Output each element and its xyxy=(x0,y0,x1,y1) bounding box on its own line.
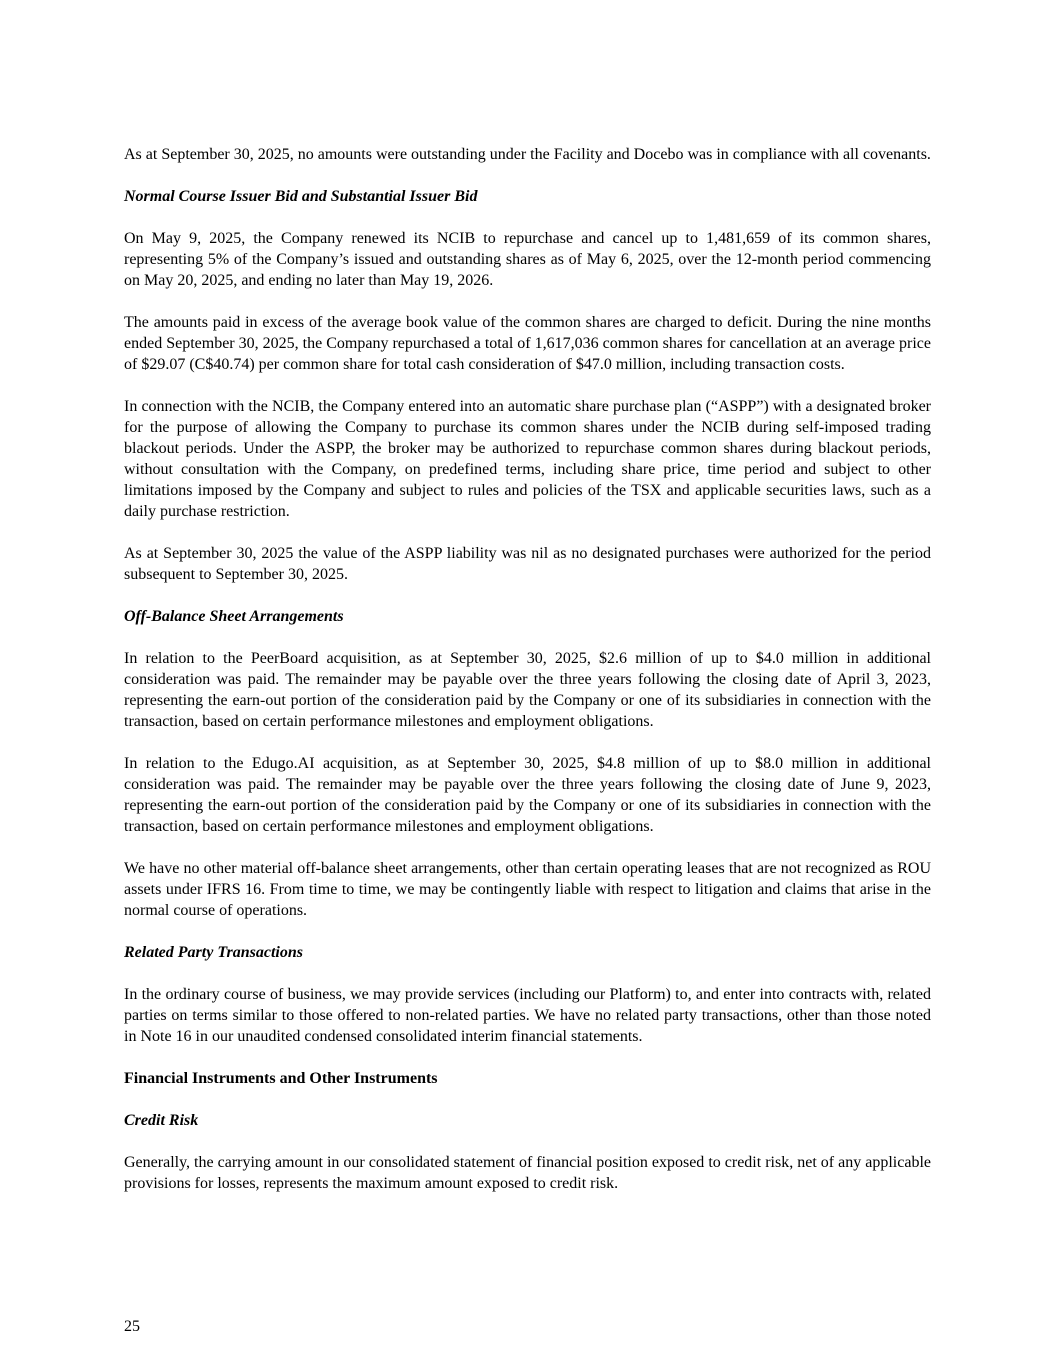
paragraph-credit-risk: Generally, the carrying amount in our consolidated statement of financial position exposed to credit risk, net of any applicable provisions for losses, represents the maximum amount exposed to credit risk. xyxy=(124,1154,931,1192)
document-page xyxy=(124,144,931,1215)
page-number: 25 xyxy=(124,1318,140,1335)
paragraph-peerboard-acquisition: In relation to the PeerBoard acquisition, as at September 30, 2025, $2.6 million of up to $4.0 million in additional consideration was paid. The remainder may be payable over the three years following the closing date of April 3, 2023, representing the earn-out portion of the consideration paid by the Company or one of its subsidiaries in connection with the transaction, based on certain performance milestones and employment obligations. xyxy=(124,650,931,730)
paragraph-aspp-plan: In connection with the NCIB, the Company entered into an automatic share purchase plan (“ASPP”) with a designated broker for the purpose of allowing the Company to purchase its common shares under the NCIB during self-imposed trading blackout periods. Under the ASPP, the broker may be authorized to repurchase common shares during blackout periods, without consultation with the Company, on predefined terms, including share price, time period and subject to other limitations imposed by the Company and subject to rules and policies of the TSX and applicable securities laws, such as a daily purchase restriction. xyxy=(124,398,931,520)
heading-financial-instruments: Financial Instruments and Other Instruments xyxy=(124,1070,438,1087)
heading-off-balance-sheet: Off-Balance Sheet Arrangements xyxy=(124,608,344,625)
paragraph-other-arrangements: We have no other material off-balance sheet arrangements, other than certain operating leases that are not recognized as ROU assets under IFRS 16. From time to time, we may be contingently liable with respect to litigation and claims that arise in the normal course of operations. xyxy=(124,860,931,919)
heading-credit-risk: Credit Risk xyxy=(124,1112,199,1129)
paragraph-ncib-renewal: On May 9, 2025, the Company renewed its NCIB to repurchase and cancel up to 1,481,659 of its common shares, representing 5% of the Company’s issued and outstanding shares as of May 6, 2025, over the 12-month period commencing on May 20, 2025, and ending no later than May 19, 2026. xyxy=(124,230,931,289)
paragraph-repurchase-amounts: The amounts paid in excess of the average book value of the common shares are charged to deficit. During the nine months ended September 30, 2025, the Company repurchased a total of 1,617,036 common shares for cancellation at an average price of $29.07 (C$40.74) per common share for total cash consideration of $47.0 million, including transaction costs. xyxy=(124,314,931,373)
heading-normal-course-issuer-bid: Normal Course Issuer Bid and Substantial Issuer Bid xyxy=(124,188,478,205)
paragraph-facility-compliance: As at September 30, 2025, no amounts were outstanding under the Facility and Docebo was in compliance with all covenants. xyxy=(124,146,931,163)
paragraph-related-party: In the ordinary course of business, we may provide services (including our Platform) to, and enter into contracts with, related parties on terms similar to those offered to non-related parties. We have no related party transactions, other than those noted in Note 16 in our unaudited condensed consolidated interim financial statements. xyxy=(124,986,931,1045)
paragraph-edugo-acquisition: In relation to the Edugo.AI acquisition, as at September 30, 2025, $4.8 million of up to $8.0 million in additional consideration was paid. The remainder may be payable over the three years following the closing date of June 9, 2023, representing the earn-out portion of the consideration paid by the Company or one of its subsidiaries in connection with the transaction, based on certain performance milestones and employment obligations. xyxy=(124,755,931,835)
paragraph-aspp-liability: As at September 30, 2025 the value of the ASPP liability was nil as no designated purchases were authorized for the period subsequent to September 30, 2025. xyxy=(124,545,931,583)
heading-related-party-transactions: Related Party Transactions xyxy=(124,944,303,961)
